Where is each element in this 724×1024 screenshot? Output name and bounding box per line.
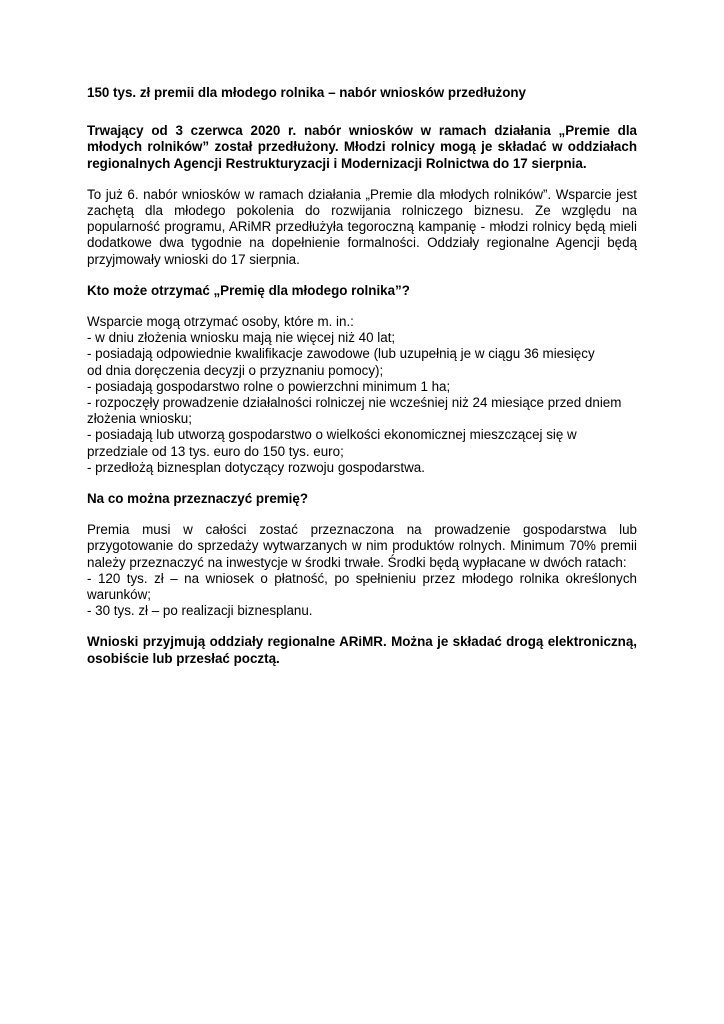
eligibility-item: - posiadają lub utworzą gospodarstwo o wielkości ekonomicznej mieszczącej się w: [87, 427, 577, 443]
purpose-paragraph: Premia musi w całości zostać przeznaczona na prowadzenie gospodarstwa lub przygotowanie do sprzedaży wytwarzanych w nim produktów rolnych. Minimum 70% premii należy przeznaczyć na inwestycje w środki trwałe. Środki będą wypłacane w dwóch ratach:: [87, 522, 637, 570]
payment-installment-item: - 30 tys. zł – po realizacji biznesplanu.: [87, 603, 313, 619]
section-heading-eligibility: Kto może otrzymać „Premię dla młodego rolnika”?: [87, 282, 410, 298]
payment-installment-item: - 120 tys. zł – na wniosek o płatność, po spełnieniu przez młodego rolnika określonych warunków;: [87, 570, 637, 603]
eligibility-list: [87, 314, 637, 476]
purpose-block: [87, 522, 637, 619]
eligibility-item: - przedłożą biznesplan dotyczący rozwoju gospodarstwa.: [87, 459, 425, 475]
document-page: [87, 85, 637, 667]
intro-paragraph: To już 6. nabór wniosków w ramach działania „Premie dla młodych rolników”. Wsparcie jest zachętą dla młodego pokolenia do rozwijania rolniczego biznesu. Ze względu na popularność programu, ARiMR przedłużyła tegoroczną kampanię - młodzi rolnicy będą mieli dodatkowe dwa tygodnie na dopełnienie formalności. Oddziały regionalne Agencji będą przyjmowały wnioski do 17 sierpnia.: [87, 186, 637, 267]
eligibility-item: - w dniu złożenia wniosku mają nie więcej niż 40 lat;: [87, 330, 396, 346]
eligibility-intro-line: Wsparcie mogą otrzymać osoby, które m. in.:: [87, 314, 354, 330]
closing-paragraph: Wnioski przyjmują oddziały regionalne ARiMR. Można je składać drogą elektroniczną, osobiście lub przesłać pocztą.: [87, 634, 637, 666]
eligibility-item-continued: przedziale od 13 tys. euro do 150 tys. euro;: [87, 443, 344, 459]
eligibility-item: - posiadają gospodarstwo rolne o powierzchni minimum 1 ha;: [87, 378, 451, 394]
eligibility-item: - rozpoczęły prowadzenie działalności rolniczej nie wcześniej niż 24 miesiące przed dniem: [87, 395, 622, 411]
section-heading-purpose: Na co można przeznaczyć premię?: [87, 491, 309, 507]
lead-paragraph: Trwający od 3 czerwca 2020 r. nabór wniosków w ramach działania „Premie dla młodych rolników” został przedłużony. Młodzi rolnicy mogą je składać w oddziałach regionalnych Agencji Restrukturyzacji i Modernizacji Rolnictwa do 17 sierpnia.: [87, 123, 637, 171]
eligibility-item-continued: złożenia wniosku;: [87, 411, 192, 427]
document-title: 150 tys. zł premii dla młodego rolnika – nabór wniosków przedłużony: [87, 85, 527, 100]
eligibility-item: - posiadają odpowiednie kwalifikacje zawodowe (lub uzupełnią je w ciągu 36 miesięcy: [87, 346, 595, 362]
eligibility-item-continued: od dnia doręczenia decyzji o przyznaniu pomocy);: [87, 362, 384, 378]
